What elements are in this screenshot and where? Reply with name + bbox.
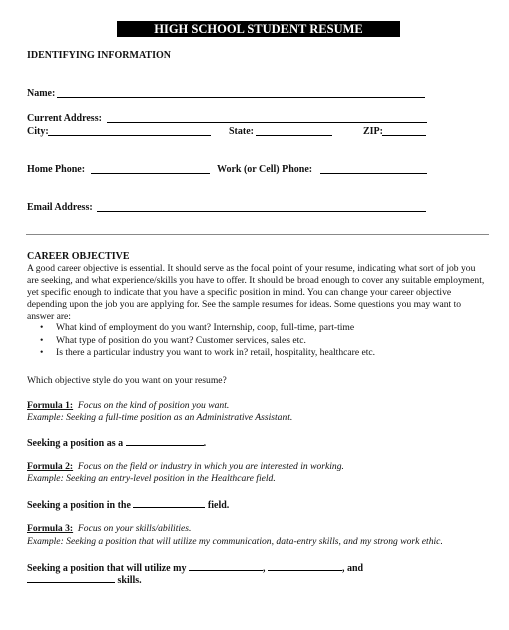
work-phone-field[interactable]: [320, 173, 427, 174]
formula1-fill: [27, 436, 206, 449]
formula3-fill-and: , and: [341, 563, 364, 574]
email-field[interactable]: [97, 211, 426, 212]
formula2-fill-suffix: field.: [207, 500, 230, 511]
objective-question: Which objective style do you want on your resume?: [27, 375, 227, 386]
formula3-fill-suffix: skills.: [117, 575, 142, 586]
state-label: State:: [229, 126, 254, 137]
city-field[interactable]: [48, 135, 211, 136]
email-label: Email Address:: [27, 202, 93, 213]
formula3-example: Example: Seeking a position that will utilize my communication, data-entry skills, and my strong work ethic.: [27, 536, 443, 547]
list-item: • Is there a particular industry you want to work in? retail, hospitality, healthcare etc.: [56, 347, 489, 360]
formula3-fill-sep: ,: [262, 563, 266, 574]
list-item: • What kind of employment do you want? Internship, coop, full-time, part-time: [56, 322, 489, 335]
city-label: City:: [27, 126, 49, 137]
formula3-desc: Focus on your skills/abilities.: [77, 523, 192, 534]
work-phone-label: Work (or Cell) Phone:: [217, 164, 313, 175]
formula3-fill-prefix: Seeking a position that will utilize my: [27, 563, 187, 574]
formula1-line: [27, 400, 229, 411]
home-phone-label: Home Phone:: [27, 164, 86, 175]
formula3-blank-3[interactable]: [27, 573, 115, 583]
formula3-blank-1[interactable]: [189, 561, 263, 571]
formula2-fill-prefix: Seeking a position in the: [27, 500, 131, 511]
worksheet-title: HIGH SCHOOL STUDENT RESUME WORKSHEET: [117, 21, 400, 37]
formula2-desc: Focus on the field or industry in which you are interested in working.: [77, 461, 344, 472]
name-label: Name:: [27, 88, 56, 99]
address-label: Current Address:: [27, 113, 102, 124]
formula1-blank[interactable]: [126, 436, 204, 446]
formula2-example: Example: Seeking an entry-level position in the Healthcare field.: [27, 473, 276, 484]
address-field[interactable]: [107, 122, 427, 123]
zip-label: ZIP:: [363, 126, 383, 137]
formula3-label: Formula 3:: [27, 523, 74, 534]
formula2-line: [27, 461, 344, 472]
name-field[interactable]: [57, 97, 425, 98]
question-list: [27, 322, 489, 360]
formula1-fill-suffix: .: [203, 438, 207, 449]
list-item: • What type of position do you want? Customer services, sales etc.: [56, 335, 489, 348]
formula1-example: Example: Seeking a full-time position as an Administrative Assistant.: [27, 412, 293, 423]
formula2-fill: [27, 498, 229, 511]
zip-field[interactable]: [382, 135, 426, 136]
formula1-label: Formula 1:: [27, 400, 74, 411]
section-divider: [26, 234, 489, 235]
formula1-desc: Focus on the kind of position you want.: [77, 400, 230, 411]
formula3-blank-2[interactable]: [268, 561, 342, 571]
career-paragraph: A good career objective is essential. It should serve as the focal point of your resume, indicating what sort of job you are seeking, and what experience/skills you have to offer. It should be broad enough to cover any suitable employment, yet specific enough to indicate that you have a specific position in mind. You can change your career objective depending upon the job you are applying for. See the sample resumes for ideas. Some questions you may want to answer are:: [27, 263, 485, 322]
formula3-line: [27, 523, 191, 534]
identifying-heading: IDENTIFYING INFORMATION: [27, 50, 171, 61]
formula1-fill-prefix: Seeking a position as a: [27, 438, 124, 449]
formula3-fill-line2: [27, 573, 142, 586]
formula2-label: Formula 2:: [27, 461, 74, 472]
state-field[interactable]: [256, 135, 332, 136]
home-phone-field[interactable]: [91, 173, 210, 174]
career-heading: CAREER OBJECTIVE: [27, 251, 130, 262]
formula2-blank[interactable]: [133, 498, 205, 508]
